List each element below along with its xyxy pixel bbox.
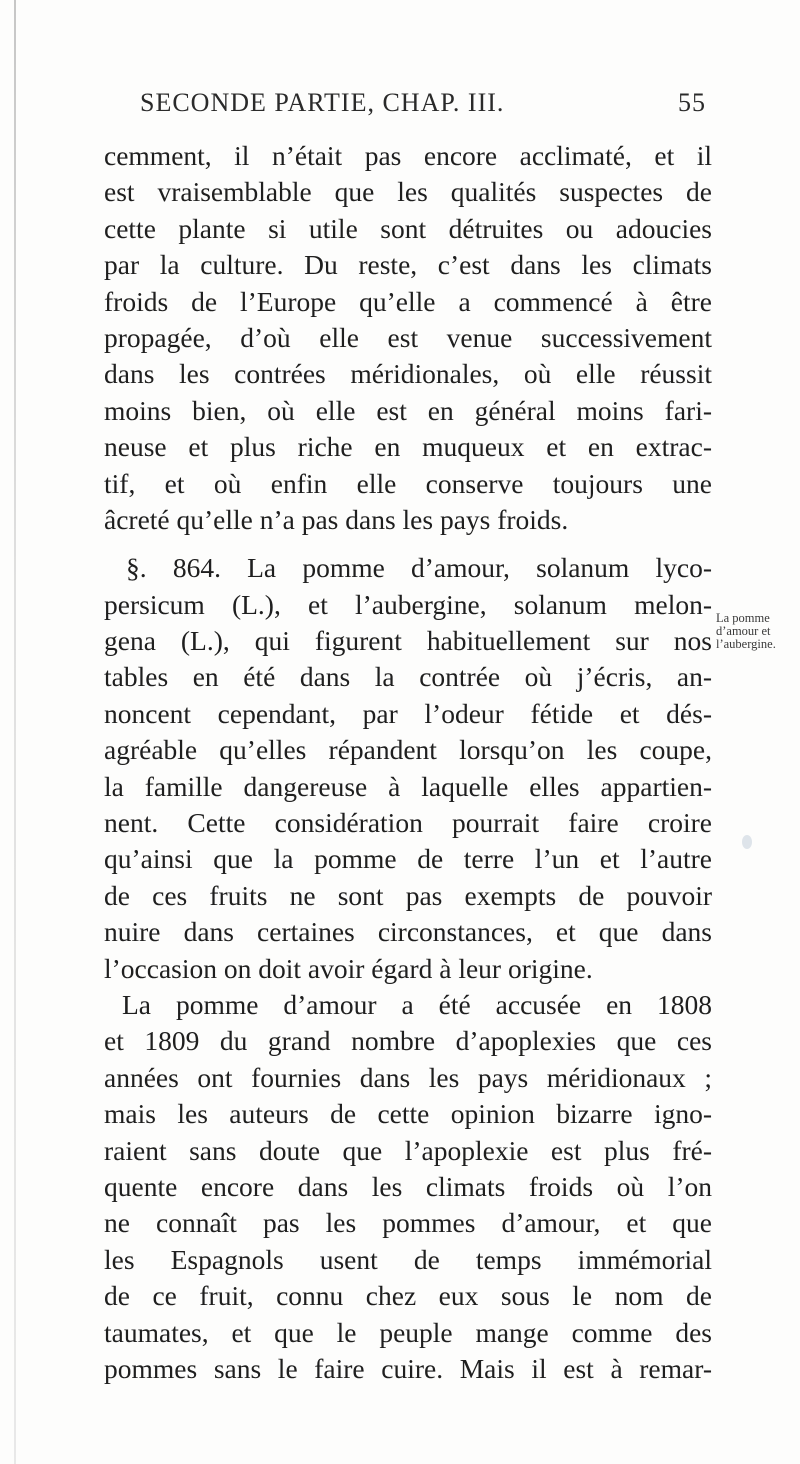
text-line: persicum (L.), et l’aubergine, solanum melon- (104, 588, 712, 620)
running-head (140, 88, 706, 128)
text-line: cemment, il n’était pas encore acclimaté, et il (104, 140, 712, 171)
text-line: pommes sans le faire cuire. Mais il est à remar- (104, 1352, 712, 1384)
marginal-note-line: d’amour et (716, 624, 771, 638)
text-line: moins bien, où elle est en général moins fari- (104, 394, 712, 426)
text-line: nuire dans certaines circonstances, et que dans (104, 916, 712, 948)
paragraph-3 (104, 987, 712, 1387)
text-line: La pomme d’amour a été accusée en 1808 (122, 988, 712, 1020)
marginal-note-line: La pomme (716, 611, 770, 625)
text-line: qu’ainsi que la pomme de terre l’un et l’autre (104, 843, 712, 875)
text-line: par la culture. Du reste, c’est dans les climats (104, 249, 712, 281)
text-line: la famille dangereuse à laquelle elles appartien- (104, 770, 712, 802)
text-line: neuse et plus riche en muqueux et en extrac- (104, 431, 712, 463)
text-line: ne connaît pas les pommes d’amour, et que (104, 1207, 712, 1239)
text-line: est vraisemblable que les qualités suspectes de (104, 176, 712, 208)
text-line: gena (L.), qui figurent habituellement sur nos (104, 625, 712, 657)
binding-edge (14, 0, 16, 1464)
body-text (104, 138, 712, 1387)
text-line: dans les contrées méridionales, où elle réussit (104, 358, 712, 390)
text-line: nent. Cette considération pourrait faire croire (104, 807, 712, 839)
text-line: et 1809 du grand nombre d’apoplexies que ces (104, 1025, 712, 1057)
text-line: tables en été dans la contrée où j’écris, an- (104, 661, 712, 693)
text-line: de ce fruit, connu chez eux sous le nom de (104, 1280, 712, 1312)
paragraph-1 (104, 138, 712, 538)
text-line: de ces fruits ne sont pas exempts de pouvoir (104, 879, 712, 911)
text-line: les Espagnols usent de temps immémorial (104, 1243, 712, 1275)
page-number: 55 (678, 88, 706, 117)
text-line: années ont fournies dans les pays méridionaux ; (104, 1061, 712, 1093)
text-line: §. 864. La pomme d’amour, solanum lyco- (126, 552, 712, 584)
text-line: mais les auteurs de cette opinion bizarre igno- (104, 1098, 712, 1130)
text-line: tif, et où enfin elle conserve toujours une (104, 467, 712, 499)
paragraph-2 (104, 550, 712, 987)
text-line: âcreté qu’elle n’a pas dans les pays froids. (104, 503, 569, 535)
text-line: raient sans doute que l’apoplexie est plus fré- (104, 1134, 712, 1166)
text-line: propagée, d’où elle est venue successivement (104, 321, 712, 353)
text-line: cette plante si utile sont détruites ou adoucies (104, 212, 712, 244)
text-line: noncent cependant, par l’odeur fétide et dés- (104, 697, 712, 729)
text-line: taumates, et que le peuple mange comme des (104, 1316, 712, 1348)
chapter-title: SECONDE PARTIE, CHAP. III. (140, 88, 505, 117)
text-line: agréable qu’elles répandent lorsqu’on les coupe, (104, 734, 712, 766)
paper-stain (742, 835, 752, 849)
marginal-note (716, 612, 798, 651)
text-line: quente encore dans les climats froids où l’on (104, 1170, 712, 1202)
text-line: l’occasion on doit avoir égard à leur origine. (104, 952, 593, 984)
marginal-note-line: l’aubergine. (716, 637, 776, 651)
text-line: froids de l’Europe qu’elle a commencé à être (104, 285, 712, 317)
